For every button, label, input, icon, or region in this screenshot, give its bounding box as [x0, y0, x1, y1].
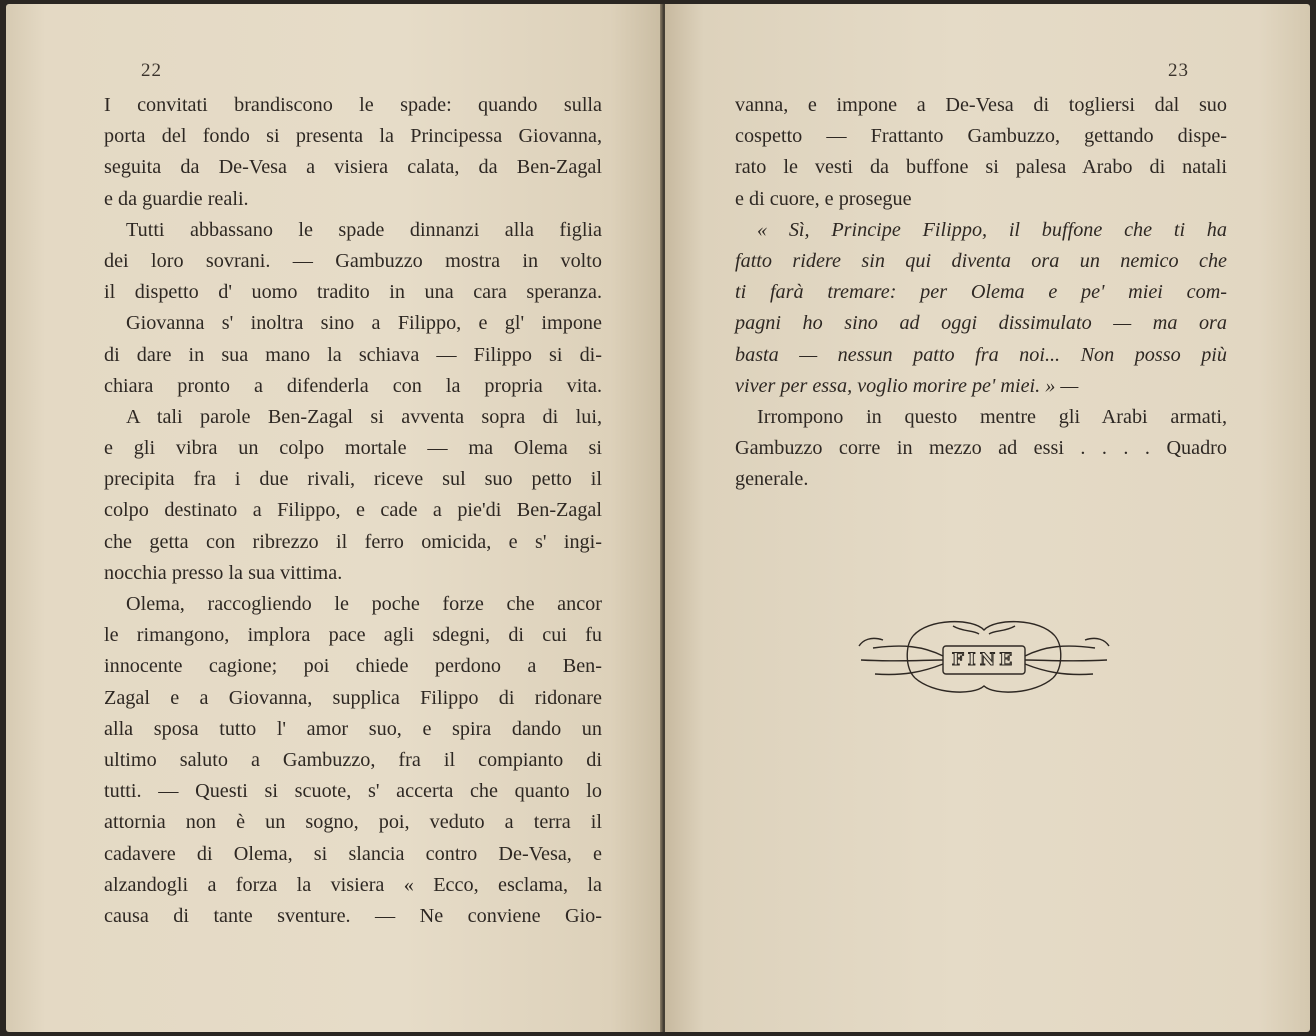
left-page-text	[104, 90, 602, 932]
text-line: generale.	[735, 468, 809, 491]
text-line: innocente cagione; poi chiede perdono a Ben-	[104, 655, 602, 678]
text-line: che getta con ribrezzo il ferro omicida, e s' ingi-	[104, 530, 602, 553]
text-line: Gambuzzo corre in mezzo ad essi . . . . Quadro	[735, 437, 1227, 460]
text-line: tutti. — Questi si scuote, s' accerta che quanto lo	[104, 780, 602, 803]
text-line: e gli vibra un colpo mortale — ma Olema si	[104, 437, 602, 460]
text-line: cadavere di Olema, si slancia contro De-Vesa, e	[104, 842, 602, 865]
page-number: 22	[141, 60, 162, 81]
text-line: vanna, e impone a De-Vesa di togliersi dal suo	[735, 94, 1227, 116]
text-line: A tali parole Ben-Zagal si avventa sopra di lui,	[126, 405, 602, 428]
text-line: e da guardie reali.	[104, 187, 249, 210]
text-line: e di cuore, e prosegue	[735, 187, 912, 210]
text-line: il dispetto d' uomo tradito in una cara speranza.	[104, 281, 602, 304]
text-line: precipita fra i due rivali, riceve sul suo petto il	[104, 468, 602, 491]
text-line: le rimangono, implora pace agli sdegni, di cui fu	[104, 624, 602, 647]
left-page	[6, 4, 663, 1032]
text-line: causa di tante sventure. — Ne conviene Gio-	[104, 904, 602, 927]
text-line: Zagal e a Giovanna, supplica Filippo di ridonare	[104, 686, 602, 709]
text-line: dei loro sovrani. — Gambuzzo mostra in volto	[104, 249, 602, 272]
text-line: alla sposa tutto l' amor suo, e spira dando un	[104, 717, 602, 740]
right-page	[665, 4, 1310, 1032]
text-line: Olema, raccogliendo le poche forze che ancor	[126, 593, 602, 615]
text-line: fatto ridere sin qui diventa ora un nemico che	[735, 249, 1227, 272]
text-line: Giovanna s' inoltra sino a Filippo, e gl' impone	[126, 312, 602, 335]
text-line: I convitati brandiscono le spade: quando sulla	[104, 94, 602, 116]
text-line: Irrompono in questo mentre gli Arabi armati,	[757, 405, 1227, 428]
text-line: pagni ho sino ad oggi dissimulato — ma ora	[735, 312, 1227, 335]
right-page-text	[735, 90, 1227, 495]
text-line: nocchia presso la sua vittima.	[104, 561, 343, 584]
text-line: viver per essa, voglio morire pe' miei. » —	[735, 374, 1079, 397]
text-line: cospetto — Frattanto Gambuzzo, gettando dispe-	[735, 125, 1227, 148]
text-line: ti farà tremare: per Olema e pe' miei com-	[735, 281, 1227, 304]
page-number: 23	[1168, 60, 1189, 81]
text-line: seguita da De-Vesa a visiera calata, da Ben-Zagal	[104, 156, 602, 179]
text-line: di dare in sua mano la schiava — Filippo si di-	[104, 343, 602, 366]
text-line: porta del fondo si presenta la Principessa Giovanna,	[104, 125, 602, 148]
text-line: alzandogli a forza la visiera « Ecco, esclama, la	[104, 873, 602, 896]
text-line: attornia non è un sogno, poi, veduto a terra il	[104, 811, 602, 834]
text-line: Tutti abbassano le spade dinnanzi alla figlia	[126, 218, 602, 241]
text-line: colpo destinato a Filippo, e cade a pie'di Ben-Zagal	[104, 499, 602, 522]
text-line: ultimo saluto a Gambuzzo, fra il compianto di	[104, 748, 602, 771]
text-line: chiara pronto a difenderla con la propria vita.	[104, 374, 602, 397]
text-line: rato le vesti da buffone si palesa Arabo di natali	[735, 156, 1227, 179]
fine-label: FINE	[951, 650, 1017, 670]
text-line: basta — nessun patto fra noi... Non posso più	[735, 343, 1227, 366]
text-line: « Sì, Principe Filippo, il buffone che ti ha	[757, 218, 1227, 241]
